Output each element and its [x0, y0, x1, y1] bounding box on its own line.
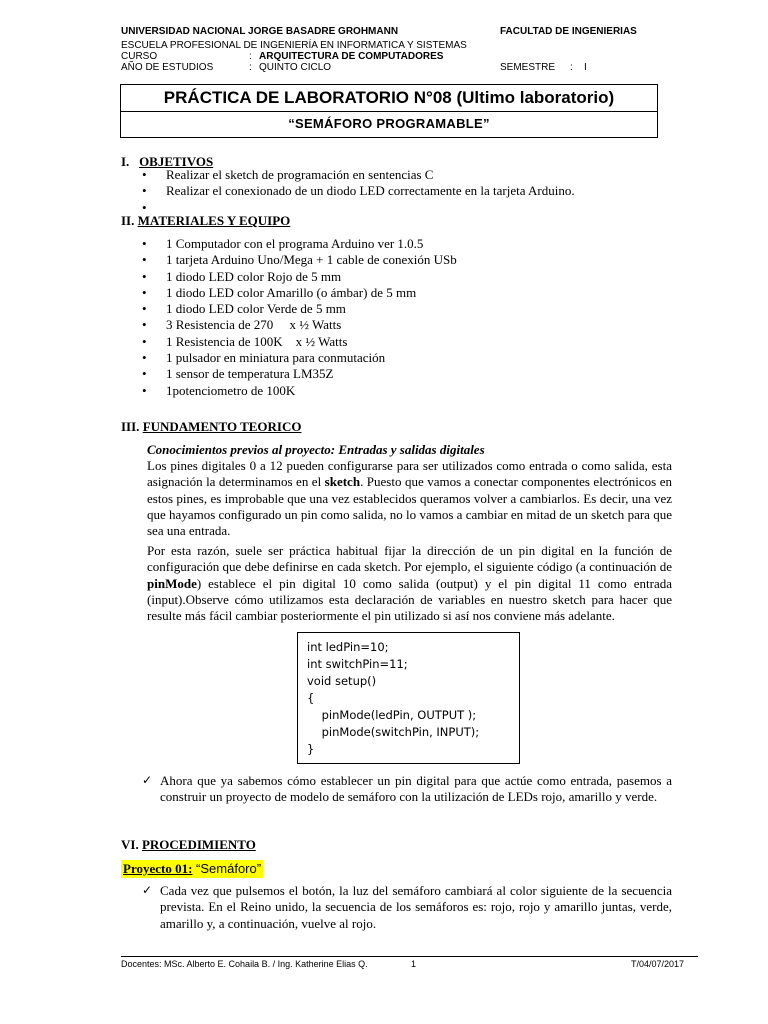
- section-procedimiento-heading: [121, 837, 256, 853]
- header-course-sep: :: [249, 51, 252, 62]
- checkmark-icon: ✓: [142, 773, 153, 787]
- footer-teachers: Docentes: MSc. Alberto E. Cohaila B. / Ing. Katherine Elias Q.: [121, 959, 368, 969]
- procedure-paragraph: Cada vez que pulsemos el botón, la luz del semáforo cambiará al color siguiente de la secuencia prevista. En el Reino unido, la secuencia de los semáforos es: rojo, rojo y amarillo juntas, verde, amarillo y, a continuación, vuelve al rojo.: [160, 883, 672, 931]
- header-school: ESCUELA PROFESIONAL DE INGENIERÍA EN INFORMATICA Y SISTEMAS: [121, 40, 467, 51]
- title-box: [120, 84, 658, 138]
- code-line: int switchPin=11;: [307, 657, 408, 671]
- list-item: • 1 Resistencia de 100K x ½ Watts: [140, 334, 457, 350]
- section-title: FUNDAMENTO TEORICO: [142, 419, 302, 434]
- note-paragraph: Ahora que ya sabemos cómo establecer un pin digital para que actúe como entrada, pasemos a construir un proyecto de modelo de semáforo con la utilización de LEDs rojo, amarillo y verde.: [160, 773, 672, 805]
- section-title: MATERIALES Y EQUIPO: [137, 213, 291, 228]
- header-year-value: QUINTO CICLO: [259, 62, 332, 73]
- header-semester-value: I: [584, 62, 587, 73]
- header-university: UNIVERSIDAD NACIONAL JORGE BASADRE GROHMANN: [121, 26, 399, 37]
- list-item: • 1potenciometro de 100K: [140, 383, 457, 399]
- page-subtitle: “SEMÁFORO PROGRAMABLE”: [288, 116, 490, 131]
- header-course-label: CURSO: [121, 51, 158, 62]
- footer-date: T/04/07/2017: [631, 959, 685, 969]
- code-line: pinMode(switchPin, INPUT);: [307, 725, 480, 739]
- list-item: • 1 tarjeta Arduino Uno/Mega + 1 cable de conexión USb: [140, 252, 457, 268]
- subsection-heading: Conocimientos previos al proyecto: Entradas y salidas digitales: [147, 442, 485, 457]
- header-faculty: FACULTAD DE INGENIERIAS: [500, 26, 637, 37]
- list-item: • 1 diodo LED color Verde de 5 mm: [140, 301, 457, 317]
- list-item: • 1 pulsador en miniatura para conmutación: [140, 350, 457, 366]
- list-item: • 1 diodo LED color Rojo de 5 mm: [140, 269, 457, 285]
- list-item: • 1 sensor de temperatura LM35Z: [140, 366, 457, 382]
- footer-divider: [121, 956, 698, 957]
- section-title: PROCEDIMIENTO: [141, 837, 256, 852]
- section-number: III.: [121, 419, 140, 434]
- header-course-value: ARQUITECTURA DE COMPUTADORES: [259, 51, 444, 62]
- header-semester-label: SEMESTRE: [500, 62, 556, 73]
- objetivos-list: [140, 167, 575, 216]
- section-number: VI.: [121, 837, 139, 852]
- title-divider: [121, 111, 657, 112]
- code-line: {: [307, 691, 315, 705]
- header-semester-sep: :: [570, 62, 573, 73]
- section-title: OBJETIVOS: [139, 154, 214, 169]
- materiales-list: [140, 236, 457, 399]
- list-item: • 1 Computador con el programa Arduino ver 1.0.5: [140, 236, 457, 252]
- project-label-highlight: [121, 860, 263, 878]
- footer-page-number: 1: [411, 959, 417, 969]
- header-year-sep: :: [249, 62, 252, 73]
- project-name: “Semáforo”: [192, 861, 262, 876]
- code-line: pinMode(ledPin, OUTPUT );: [307, 708, 477, 722]
- section-materiales-heading: [121, 213, 290, 229]
- section-number: II.: [121, 213, 135, 228]
- project-label: Proyecto 01:: [123, 861, 193, 876]
- paragraph-2: Por esta razón, suele ser práctica habitual fijar la dirección de un pin digital en la función de configuración que debe definirse en cada sketch. Por ejemplo, el siguiente código (a continuación de pinMode) establece el pin digital 10 como salida (output) y el pin digital 11 como entrada (input).Observe cómo utilizamos esta declaración de variables en nuestro sketch para hacer que resulte más fácil cambiar posteriormente el pin utilizado si así nos conviene más adelante.: [147, 543, 672, 624]
- code-line: int ledPin=10;: [307, 640, 389, 654]
- code-line: }: [307, 742, 315, 756]
- list-item: • Realizar el sketch de programación en sentencias C: [140, 167, 575, 183]
- header-year-label: AÑO DE ESTUDIOS: [121, 62, 214, 73]
- page-title: PRÁCTICA DE LABORATORIO N°08 (Ultimo laboratorio): [163, 88, 615, 107]
- code-block: [297, 632, 520, 764]
- section-fundamento-heading: [121, 419, 301, 435]
- list-item: • 3 Resistencia de 270 x ½ Watts: [140, 317, 457, 333]
- checkmark-icon: ✓: [142, 883, 153, 897]
- code-line: void setup(): [307, 674, 377, 688]
- section-number: I.: [121, 154, 130, 169]
- list-item: • 1 diodo LED color Amarillo (o ámbar) de 5 mm: [140, 285, 457, 301]
- paragraph-1: Los pines digitales 0 a 12 pueden configurarse para ser utilizados como entrada o como salida, esta asignación la determinamos en el sketch. Puesto que vamos a conectar componentes electrónicos en estos pines, es improbable que una vez establecidos queramos volver a cambiarlos. Es decir, una vez que hayamos configurado un pin como salida, no lo vamos a cambiar en mitad de un sketch para que sea una entrada.: [147, 458, 672, 539]
- list-item: • Realizar el conexionado de un diodo LED correctamente en la tarjeta Arduino.: [140, 183, 575, 199]
